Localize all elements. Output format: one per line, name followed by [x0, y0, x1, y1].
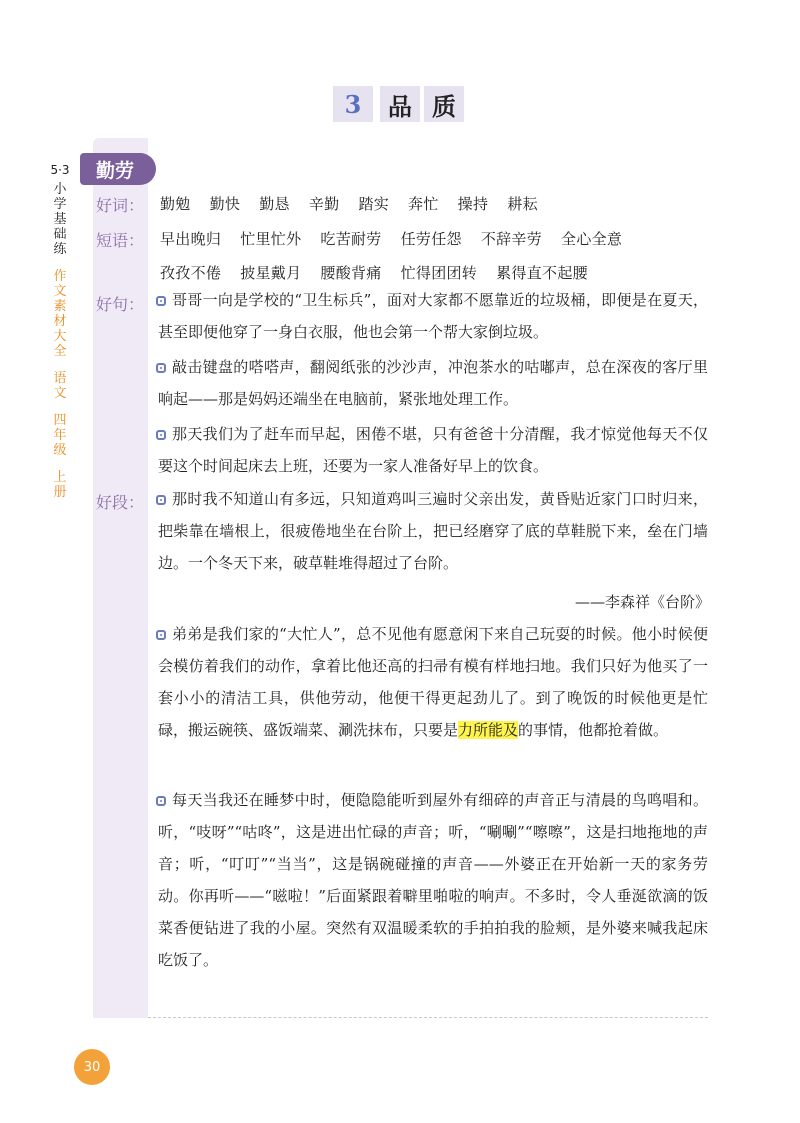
paragraph-2-text-a: 弟弟是我们家的“大忙人”，总不见他有愿意闲下来自己玩耍的时候。他小时候便会模仿着我们的动作，拿着比他还高的扫帚有模有样地扫地。我们只好为他买了一套小小的清洁工具，供他劳动，他便干得更起劲儿了。到了晚饭的时候他更是忙碌，搬运碗筷、盛饭端菜、涮洗抹布，只要是 — [158, 625, 708, 739]
phrase-item: 披星戴月 — [240, 264, 302, 282]
phrase-item: 不辞辛劳 — [480, 230, 543, 248]
word-item: 勤快 — [209, 195, 241, 213]
word-item: 勤勉 — [160, 195, 191, 213]
term-label: 上册 — [53, 470, 67, 500]
words-label: 好词： — [96, 196, 145, 215]
series-label: 5·3 — [50, 163, 70, 177]
words-list — [160, 193, 557, 214]
phrase-item: 腰酸背痛 — [320, 264, 382, 282]
section-tag: 勤劳 — [86, 153, 156, 185]
paragraph-1: 那时我不知道山有多远，只知道鸡叫三遍时父亲出发，黄昏贴近家门口时归来，把柴靠在墙根上，很疲倦地坐在台阶上，把已经磨穿了底的草鞋脱下来，垒在门墙边。一个冬天下来，破草鞋堆得超过了台阶。 — [158, 490, 708, 572]
word-item: 耕耘 — [507, 195, 538, 213]
sentences-label: 好句： — [96, 295, 145, 314]
phrase-item: 吃苦耐劳 — [320, 230, 382, 248]
word-item: 勤恳 — [259, 195, 290, 213]
topic-label: 作文素材大全 — [53, 269, 67, 359]
highlighted-idiom: 力所能及 — [458, 721, 519, 739]
grade-label: 四年级 — [53, 413, 67, 458]
phrase-item: 累得直不起腰 — [496, 264, 588, 282]
phrase-item: 忙里忙外 — [240, 230, 302, 248]
word-item: 奔忙 — [408, 195, 439, 213]
book-title: 小学基础练 — [53, 182, 67, 257]
sentence-1: 哥哥一向是学校的“卫生标兵”，面对大家都不愿靠近的垃圾桶，即便是在夏天，甚至即便他穿了一身白衣服，他也会第一个帮大家倒垃圾。 — [158, 291, 708, 341]
title-char-2: 质 — [424, 86, 464, 122]
phrase-item: 早出晚归 — [160, 230, 222, 248]
paragraph-1-source: ——李森祥《台阶》 — [574, 593, 710, 611]
phrase-item: 任劳任怨 — [400, 230, 462, 248]
page-number: 30 — [74, 1049, 110, 1085]
word-item: 辛勤 — [308, 195, 340, 213]
chapter-number: 3 — [333, 86, 373, 122]
word-item: 操持 — [457, 195, 489, 213]
paragraphs-label: 好段： — [96, 493, 145, 512]
phrases-label: 短语： — [96, 231, 145, 250]
word-item: 踏实 — [358, 195, 390, 213]
phrase-item: 全心全意 — [561, 230, 623, 248]
section-side-strip — [93, 138, 148, 1018]
subject-label: 语文 — [53, 371, 67, 401]
paragraph-3: 每天当我还在睡梦中时，便隐隐能听到屋外有细碎的声音正与清晨的鸟鸣唱和。听，“吱呀”“咕咚”，这是进出忙碌的声音；听，“唰唰”“嚓嚓”，这是扫地拖地的声音；听，“叮叮”“当当”，这是锅碗碰撞的声音——外婆正在开始新一天的家务劳动。你再听——“嗞啦！”后面紧跟着噼里啪啦的响声。不多时，令人垂涎欲滴的饭菜香便钻进了我的小屋。突然有双温暖柔软的手拍拍我的脸颊，是外婆来喊我起床吃饭了。 — [158, 791, 708, 969]
title-char-1: 品 — [380, 86, 420, 122]
paragraph-2 — [158, 618, 708, 746]
sidebar-vertical-text — [50, 163, 70, 500]
phrases-row-2 — [160, 262, 607, 283]
phrase-item: 忙得团团转 — [400, 264, 478, 282]
bottom-divider — [148, 1017, 708, 1018]
phrase-item: 孜孜不倦 — [160, 264, 222, 282]
sentence-2: 敲击键盘的嗒嗒声，翻阅纸张的沙沙声，冲泡茶水的咕嘟声，总在深夜的客厅里响起——那是妈妈还端坐在电脑前，紧张地处理工作。 — [158, 358, 708, 408]
sentence-3: 那天我们为了赶车而早起，困倦不堪，只有爸爸十分清醒，我才惊觉他每天不仅要这个时间起床去上班，还要为一家人准备好早上的饮食。 — [158, 425, 708, 475]
phrases-row-1 — [160, 228, 641, 249]
paragraph-2-text-b: 的事情，他都抢着做。 — [518, 721, 669, 739]
